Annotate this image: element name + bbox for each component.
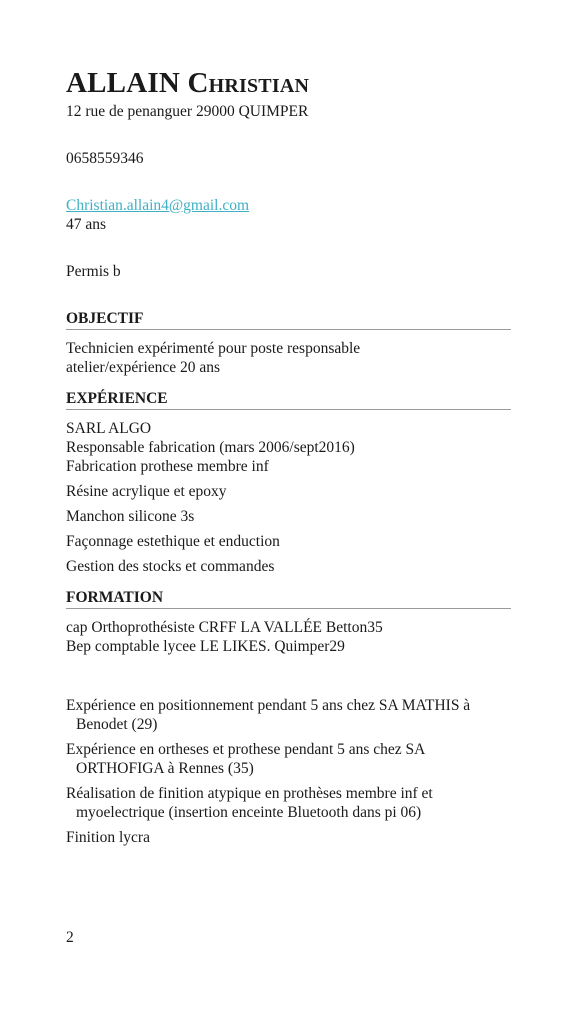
extra-note: Finition lycra [66,829,150,846]
email-link[interactable]: Christian.allain4@gmail.com [66,197,250,214]
extra-note: Expérience en ortheses et prothese pendant 5 ans chez SA ORTHOFIGA à Rennes (35) [66,741,425,777]
extra-notes [66,696,511,847]
objectif-line: atelier/expérience 20 ans [66,359,221,376]
extra-note: Réalisation de finition atypique en prothèses membre inf et myoelectrique (insertion enceinte Bluetooth dans pi 06) [66,785,433,821]
experience-role: Responsable fabrication (mars 2006/sept2016) [66,439,355,456]
address: 12 rue de penanguer 29000 QUIMPER [66,103,309,120]
first-name: Christian [187,67,310,99]
experience-item: Gestion des stocks et commandes [66,558,275,575]
formation-body [66,618,511,656]
resume-page [66,64,511,847]
section-title-formation: FORMATION [66,588,511,609]
experience-item: Façonnage estethique et enduction [66,533,280,550]
formation-line: cap Orthoprothésiste CRFF LA VALLÉE Betton35 [66,619,383,636]
formation-line: Bep comptable lycee LE LIKES. Quimper29 [66,638,345,655]
last-name: ALLAIN [66,67,180,99]
phone: 0658559346 [66,150,144,167]
experience-item: Manchon silicone 3s [66,508,195,525]
objectif-line: Technicien expérimenté pour poste responsable [66,340,361,357]
page-number: 2 [66,929,74,946]
experience-item: Fabrication prothese membre inf [66,458,269,475]
experience-item: Résine acrylique et epoxy [66,483,227,500]
experience-company: SARL ALGO [66,420,152,437]
driving-license: Permis b [66,263,121,280]
extra-note: Expérience en positionnement pendant 5 ans chez SA MATHIS à Benodet (29) [66,697,471,733]
section-title-experience: EXPÉRIENCE [66,389,511,410]
candidate-name [66,64,511,102]
objectif-body [66,339,511,377]
experience-body [66,419,511,576]
section-title-objectif: OBJECTIF [66,309,511,330]
age: 47 ans [66,216,107,233]
